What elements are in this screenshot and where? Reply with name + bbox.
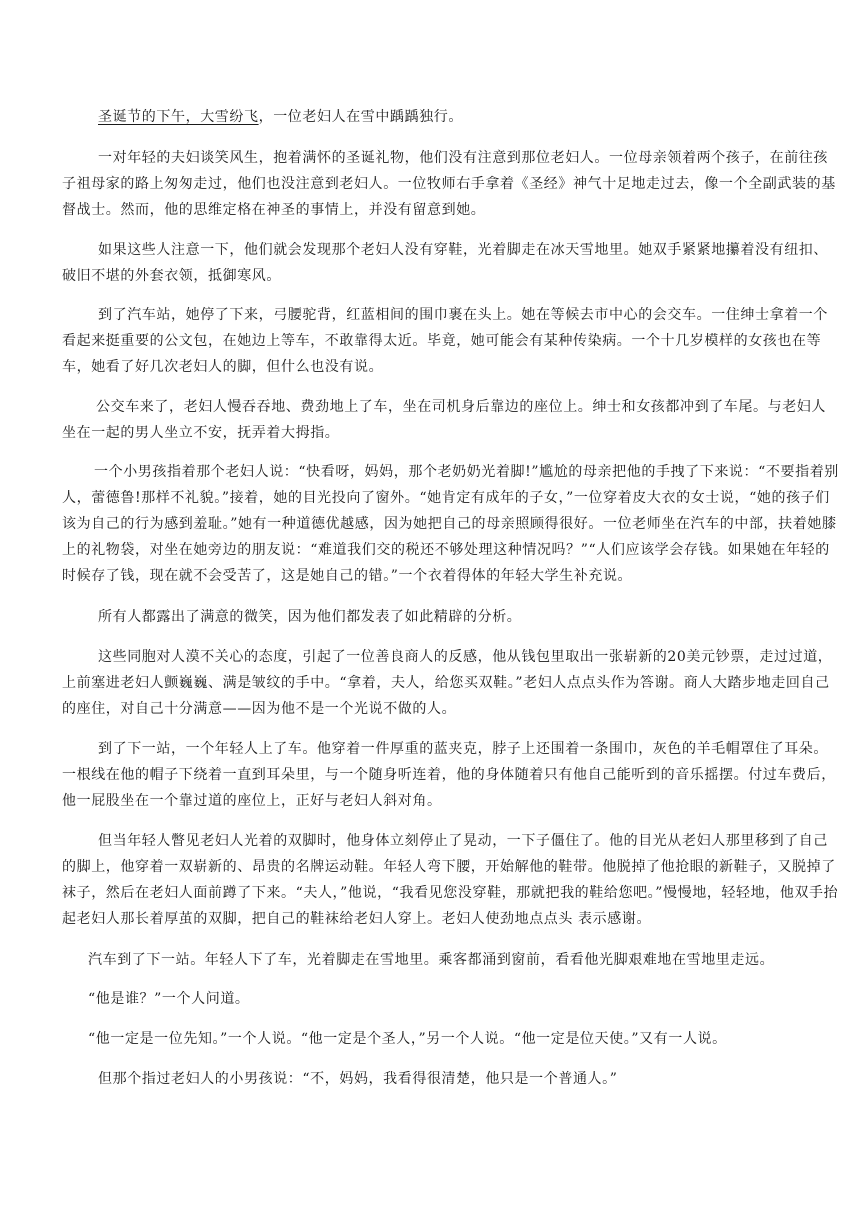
paragraph-11: 汽车到了下一站。年轻人下了车，光着脚走在雪地里。乘客都涌到窗前，看看他光脚艰难地在雪地里走远。 bbox=[88, 952, 775, 968]
paragraph-10: 但当年轻人瞥见老妇人光着的双脚时，他身体立刻停止了晃动，一下子僵住了。他的目光从老妇人那里移到了自己的脚上，他穿着一双崭新的、昂贵的名牌运动鞋。年轻人弯下腰，开始解他的鞋带。他脱掉了他抢眼的新鞋子，又脱掉了袜子，然后在老妇人面前蹲了下来。“夫人，”他说，“我看见您没穿鞋，那就把我的鞋给您吧。”慢慢地，轻轻地，他双手抬起老妇人那长着厚茧的双脚，把自己的鞋袜给老妇人穿上。老妇人使劲地点点头 表示感谢。 bbox=[62, 833, 839, 927]
paragraph-4: 到了汽车站，她停了下来，弓腰驼背，红蓝相间的围巾裹在头上。她在等候去市中心的会交车。一住绅士拿着一个看起来挺重要的公文包，在她边上等车，不敢靠得太近。毕竟，她可能会有某种传染病。一个十几岁模样的女孩也在等车，她看了好几次老妇人的脚，但什么也没有说。 bbox=[62, 307, 828, 375]
paragraph-1-text: ，一位老妇人在雪中踽踽独行。 bbox=[258, 109, 464, 125]
paragraph-9: 到了下一站，一个年轻人上了车。他穿着一件厚重的蓝夹克，脖子上还围着一条围巾，灰色的羊毛帽罩住了耳朵。一根线在他的帽子下绕着一直到耳朵里，与一个随身听连着，他的身体随着只有他自己能听到的音乐摇摆。付过车费后，他一屁股坐在一个靠过道的座位上，正好与老妇人斜对角。 bbox=[62, 741, 836, 809]
paragraph-8: 这些同胞对人漠不关心的态度，引起了一位善良商人的反感，他从钱包里取出一张崭新的20美元钞票，走过过道，上前塞进老妇人颤巍巍、满是皱纹的手中。“拿着，夫人，给您买双鞋。”老妇人点点头作为答谢。商人大踏步地走回自己的座住，对自己十分满意——因为他不是一个光说不做的人。 bbox=[62, 649, 833, 717]
paragraph-14: 但那个指过老妇人的小男孩说：“不，妈妈，我看得很清楚，他只是一个普通人。” bbox=[98, 1071, 618, 1087]
paragraph-5: 公交车来了，老妇人慢吞吞地、费劲地上了车，坐在司机身后靠边的座位上。绅士和女孩都冲到了车尾。与老妇人坐在一起的男人坐立不安，抚弄着大拇指。 bbox=[62, 399, 826, 441]
underlined-opening-phrase: 圣诞节的下午，大雪纷飞 bbox=[98, 109, 259, 125]
paragraph-12: “他是谁？”一个人问道。 bbox=[88, 991, 250, 1007]
paragraph-7: 所有人都露出了满意的微笑，因为他们都发表了如此精辟的分析。 bbox=[98, 609, 522, 625]
paragraph-2: 一对年轻的夫妇谈笑风生，抱着满怀的圣诞礼物，他们没有注意到那位老妇人。一位母亲领着两个孩子，在前往孩子祖母家的路上匆匆走过，他们也没注意到老妇人。一位牧师右手拿着《圣经》神气十足地走过去，像一个全副武装的基督战士。然而，他的思维定格在神圣的事情上，并没有留意到她。 bbox=[62, 150, 836, 218]
paragraph-1 bbox=[62, 104, 840, 130]
paragraph-3: 如果这些人注意一下，他们就会发现那个老妇人没有穿鞋，光着脚走在冰天雪地里。她双手紧紧地攥着没有纽扣、破旧不堪的外套衣领，抵御寒风。 bbox=[62, 242, 828, 284]
paragraph-6: 一个小男孩指着那个老妇人说：“快看呀，妈妈，那个老奶奶光着脚!”尴尬的母亲把他的手拽了下来说：“不要指着别人，蕾德鲁!那样不礼貌。”接着，她的目光投向了窗外。“她肯定有成年的子女，”一位穿着皮大衣的女士说，“她的孩子们该为自己的行为感到羞耻。”她有一种道德优越感，因为她把自己的母亲照顾得很好。一位老师坐在汽车的中部，扶着她膝上的礼物袋，对坐在她旁边的朋友说：“难道我们交的税还不够处理这种情况吗？”“人们应该学会存钱。如果她在年轻的时候存了钱，现在就不会受苦了，这是她自己的错。”一个衣着得体的年轻大学生补充说。 bbox=[62, 464, 839, 584]
paragraph-13: “他一定是一位先知。”一个人说。“他一定是个圣人，”另一个人说。“他一定是位天使。”又有一人说。 bbox=[88, 1031, 727, 1047]
